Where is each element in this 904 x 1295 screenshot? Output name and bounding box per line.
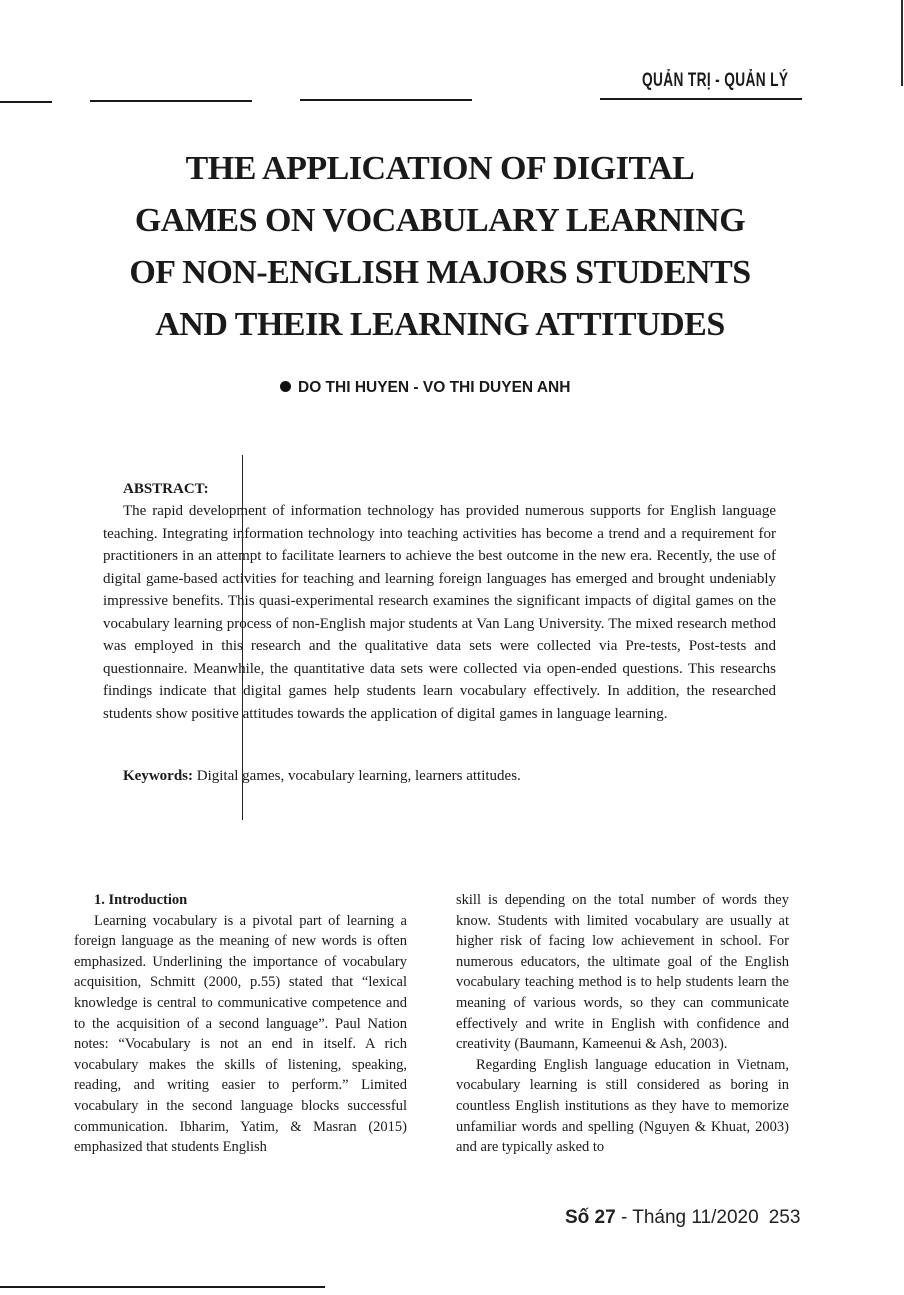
paragraph: skill is depending on the total number of words they know. Students with limited vocabulary are usually at higher risk of facing low achievement in school. For numerous educators, the ultimate goal of the English vocabulary teaching method is to help students learn the meaning of various words, so they can communicate effectively and write in English with confidence and creativity (Baumann, Kameenui & Ash, 2003). <box>456 892 789 1053</box>
footer-rule <box>0 1286 325 1288</box>
bullet-icon <box>280 381 291 392</box>
footer-separator: - <box>615 1207 633 1228</box>
header-rule-2 <box>90 100 252 102</box>
issue-date: Tháng 11/2020 <box>632 1207 759 1228</box>
body-column-right <box>456 890 789 1158</box>
abstract-heading: ABSTRACT: <box>123 481 209 497</box>
keywords-value: Digital games, vocabulary learning, learners attitudes. <box>193 768 521 784</box>
header-rule-1 <box>0 101 52 103</box>
page-footer <box>565 1207 800 1229</box>
abstract-text: The rapid development of information technology has provided numerous supports for English language teaching. Integrating information technology into teaching activities has become a trend and a requirement for practitioners in an attempt to facilitate learners to achieve the best outcome in the new era. Recently, the use of digital game-based activities for teaching and learning foreign languages has emerged and brought undeniably impressive benefits. This quasi-experimental research examines the significant impacts of digital games on the vocabulary learning process of non-English major students at Van Lang University. The mixed research method was employed in this research and the qualitative data sets were collected via Pre-tests, Post-tests and questionnaire. Meanwhile, the quantitative data sets were collected via open-ended questions. This researchs findings indicate that digital games help students learn vocabulary effectively. In addition, the researched students show positive attitudes towards the application of digital games in language learning. <box>103 503 776 722</box>
title-line: AND THEIR LEARNING ATTITUDES <box>155 306 725 343</box>
keywords-label: Keywords: <box>123 768 193 784</box>
authors-line <box>280 379 570 397</box>
title-line: GAMES ON VOCABULARY LEARNING <box>134 202 746 239</box>
paragraph: Regarding English language education in Vietnam, vocabulary learning is still considered as boring in countless English institutions as they have to memorize unfamiliar words and spelling (Nguyen & Khuat, 2003) and are typically asked to <box>456 1056 789 1156</box>
title-line: THE APPLICATION OF DIGITAL <box>185 150 695 187</box>
header-rule-4 <box>600 98 802 100</box>
article-title <box>110 143 770 351</box>
paragraph: Learning vocabulary is a pivotal part of learning a foreign language as the meaning of new words is often emphasized. Underlining the importance of vocabulary acquisition, Schmitt (2000, p.55) stated that “lexical knowledge is central to communicative competence and to the acquisition of a second language”. Paul Nation notes: “Vocabulary is not an end in itself. A rich vocabulary makes the skills of listening, speaking, reading, and writing easier to perform.” Limited vocabulary in the second language blocks successful communication. Ibharim, Yatim, & Masran (2015) emphasized that students English <box>74 912 407 1156</box>
authors: DO THI HUYEN - VO THI DUYEN ANH <box>298 379 571 396</box>
section-label: QUẢN TRỊ - QUẢN LÝ <box>642 70 789 91</box>
section-heading-introduction: 1. Introduction <box>94 892 188 908</box>
body-column-left <box>74 890 407 1158</box>
issue-number: Số 27 <box>565 1207 616 1228</box>
abstract-body <box>103 500 776 725</box>
title-line: OF NON-ENGLISH MAJORS STUDENTS <box>129 254 751 291</box>
page-number: 253 <box>768 1207 801 1228</box>
keywords <box>123 768 521 785</box>
header-rule-3 <box>300 99 472 101</box>
page-edge-rule <box>901 0 903 86</box>
